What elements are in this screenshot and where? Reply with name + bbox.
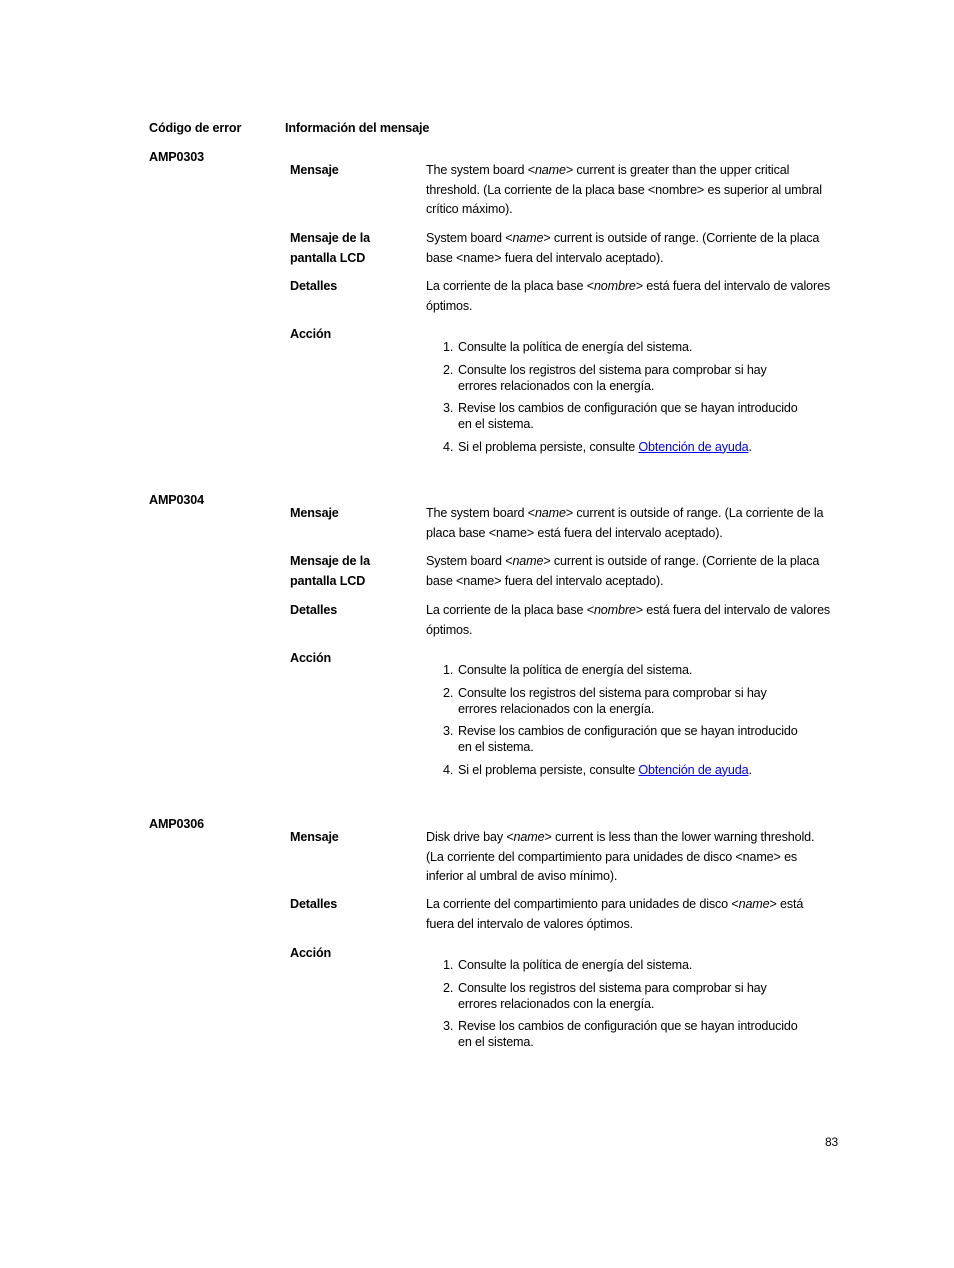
list-item: 2. Consulte los registros del sistema para comprobar si hay errores relacionados con la energía. <box>443 362 767 393</box>
label-message: Mensaje <box>290 506 339 520</box>
error-code: AMP0306 <box>149 817 204 831</box>
label-action: Acción <box>290 327 332 341</box>
message-text: Disk drive bay <name> current is less than the lower warning threshold. (La corriente del compartimiento para unidades de disco <name> es inferior al umbral de aviso mínimo). <box>426 830 815 883</box>
message-text: The system board <name> current is greater than the upper critical threshold. (La corriente de la placa base <nombre> es superior al umbral crítico máximo). <box>426 163 822 216</box>
action-list <box>426 662 806 784</box>
details-text: La corriente de la placa base <nombre> está fuera del intervalo de valores óptimos. <box>426 279 831 313</box>
label-details: Detalles <box>290 897 338 911</box>
error-code: AMP0304 <box>149 493 204 507</box>
label-message: Mensaje <box>290 163 339 177</box>
help-link[interactable]: Obtención de ayuda <box>638 762 749 777</box>
help-link[interactable]: Obtención de ayuda <box>638 439 749 454</box>
error-code: AMP0303 <box>149 150 204 164</box>
lcd-message-text: System board <name> current is outside of range. (Corriente de la placa base <name> fuera del intervalo aceptado). <box>426 554 820 588</box>
label-action: Acción <box>290 651 332 665</box>
label-lcd-message: Mensaje de la pantalla LCD <box>290 554 370 588</box>
list-item: 3. Revise los cambios de configuración que se hayan introducido en el sistema. <box>443 1019 798 1049</box>
list-item: 3. Revise los cambios de configuración que se hayan introducido en el sistema. <box>443 401 798 431</box>
action-list <box>426 339 806 461</box>
action-list <box>426 957 806 1057</box>
list-item: 1. Consulte la política de energía del sistema. <box>443 958 693 972</box>
column-header-message-info: Información del mensaje <box>285 121 430 135</box>
list-item: 1. Consulte la política de energía del sistema. <box>443 340 693 354</box>
label-action: Acción <box>290 946 332 960</box>
details-text: La corriente del compartimiento para unidades de disco <name> está fuera del intervalo de valores óptimos. <box>426 897 804 931</box>
list-item: 3. Revise los cambios de configuración que se hayan introducido en el sistema. <box>443 724 798 754</box>
list-item: 2. Consulte los registros del sistema para comprobar si hay errores relacionados con la energía. <box>443 980 767 1011</box>
label-message: Mensaje <box>290 830 339 844</box>
list-item: 1. Consulte la política de energía del sistema. <box>443 663 693 677</box>
list-item: 2. Consulte los registros del sistema para comprobar si hay errores relacionados con la energía. <box>443 685 767 716</box>
label-lcd-message: Mensaje de la pantalla LCD <box>290 231 370 265</box>
list-item: 4. Si el problema persiste, consulte Obtención de ayuda. <box>443 439 752 454</box>
label-details: Detalles <box>290 603 338 617</box>
page-number: 83 <box>825 1135 839 1149</box>
list-item: 4. Si el problema persiste, consulte Obtención de ayuda. <box>443 762 752 777</box>
message-text: The system board <name> current is outside of range. (La corriente de la placa base <name> está fuera del intervalo aceptado). <box>426 506 824 540</box>
label-details: Detalles <box>290 279 338 293</box>
details-text: La corriente de la placa base <nombre> está fuera del intervalo de valores óptimos. <box>426 603 831 637</box>
column-header-error-code: Código de error <box>149 121 242 135</box>
lcd-message-text: System board <name> current is outside of range. (Corriente de la placa base <name> fuera del intervalo aceptado). <box>426 231 820 265</box>
